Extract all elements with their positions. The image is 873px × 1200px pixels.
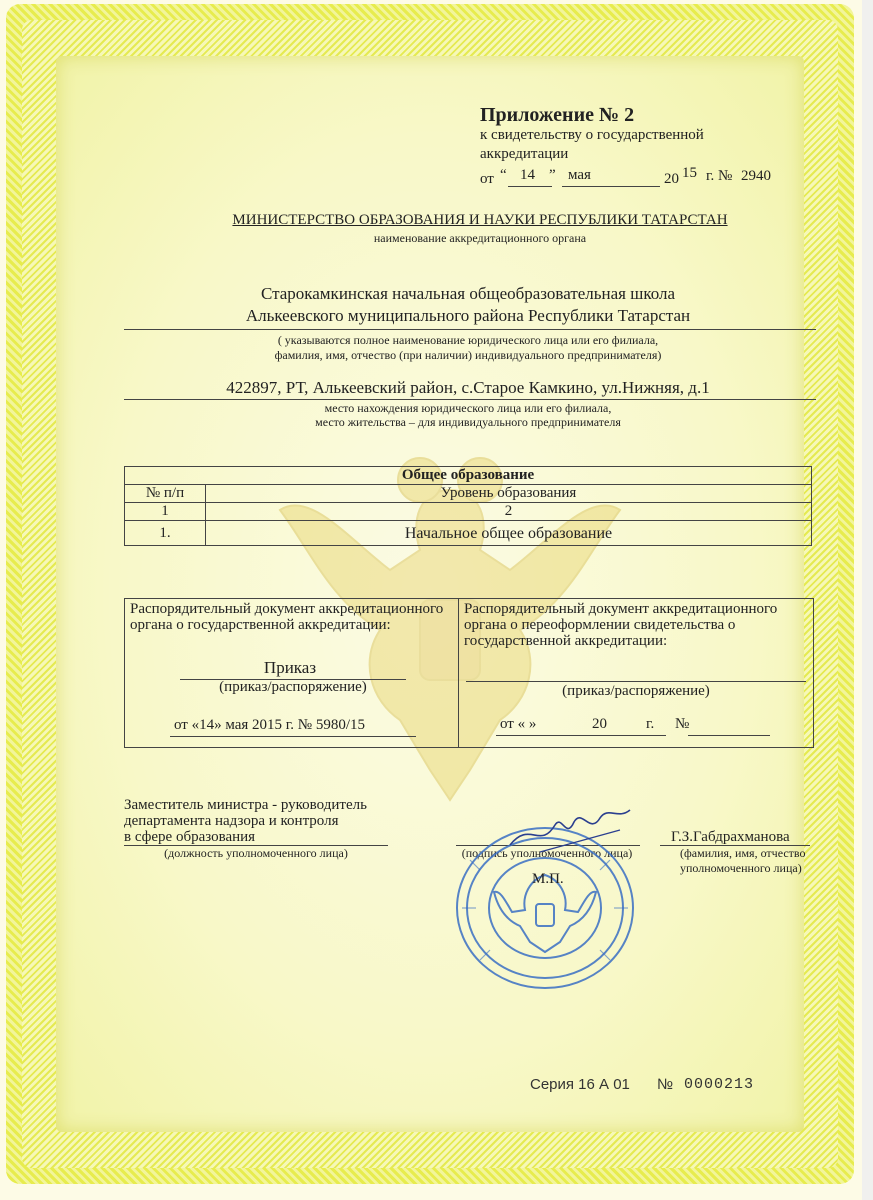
documents-divider	[458, 598, 459, 747]
appendix-subtitle-line1: к свидетельству о государственной	[480, 127, 704, 143]
table-row-level: Начальное общее образование	[206, 521, 812, 546]
appendix-day: 14	[520, 167, 535, 183]
appendix-subtitle-line2: аккредитации	[480, 146, 569, 162]
table-header-number: № п/п	[125, 485, 206, 503]
right-doc-number-prefix: №	[675, 716, 690, 732]
right-doc-type-underline	[466, 681, 806, 682]
appendix-title: Приложение № 2	[480, 104, 635, 126]
appendix-month: мая	[568, 167, 591, 183]
right-doc-heading-line2: органа о переоформлении свидетельства о	[464, 617, 736, 633]
organization-name-line1: Старокамкинская начальная общеобразовательная школа	[260, 284, 676, 303]
appendix-open-quote: “	[500, 167, 507, 183]
organization-name-line2: Алькеевского муниципального района Республики Татарстан	[245, 306, 691, 325]
organization-caption-line1: ( указываются полное наименование юридического лица или его филиала,	[277, 333, 659, 347]
appendix-number: 2940	[741, 168, 771, 184]
signer-name-caption-line2: уполномоченного лица)	[680, 861, 802, 875]
signer-position-line2: департамента надзора и контроля	[124, 813, 339, 829]
right-doc-heading-line3: государственной аккредитации:	[464, 633, 668, 649]
signer-name: Г.З.Габдрахманова	[671, 829, 790, 845]
appendix-year-prefix: 20	[664, 171, 679, 187]
series-label: Серия 16 А 01	[530, 1076, 630, 1093]
month-underline	[562, 186, 660, 187]
table-row-number: 1.	[125, 521, 206, 546]
left-doc-heading-line2: органа о государственной аккредитации:	[130, 617, 391, 633]
right-doc-date-underline	[496, 735, 666, 736]
right-doc-year-prefix: 20	[592, 716, 607, 732]
series-number-prefix: №	[657, 1076, 674, 1093]
right-doc-date-prefix: от « »	[500, 716, 537, 732]
handwritten-signature-icon	[500, 800, 640, 860]
right-doc-year-suffix: г.	[646, 716, 655, 732]
address-caption-line2: место жительства – для индивидуального предпринимателя	[315, 415, 621, 429]
appendix-date-prefix: от	[480, 171, 494, 187]
organization-caption-line2: фамилия, имя, отчество (при наличии) индивидуального предпринимателя)	[274, 348, 662, 362]
stamp-label: М.П.	[532, 871, 564, 887]
scan-edge	[862, 0, 873, 1200]
table-section-title: Общее образование	[125, 467, 812, 485]
signature-caption: (подпись уполномоченного лица)	[461, 846, 633, 860]
left-doc-date-underline	[170, 736, 416, 737]
authority-caption: наименование аккредитационного органа	[373, 231, 587, 245]
left-doc-heading-line1: Распорядительный документ аккредитационного	[130, 601, 444, 617]
address-underline	[124, 399, 816, 400]
signer-position-caption: (должность уполномоченного лица)	[164, 846, 348, 860]
signer-position-line3: в сфере образования	[124, 829, 256, 845]
right-doc-caption: (приказ/распоряжение)	[562, 683, 710, 699]
signer-name-caption-line1: (фамилия, имя, отчество	[680, 846, 806, 860]
left-doc-type: Приказ	[263, 658, 317, 677]
address-caption-line1: место нахождения юридического лица или его филиала,	[324, 401, 612, 415]
education-table	[124, 466, 812, 546]
appendix-year-suffix: 15	[682, 165, 697, 181]
organization-address: 422897, РТ, Алькеевский район, с.Старое Камкино, ул.Нижняя, д.1	[226, 378, 710, 397]
appendix-close-quote: ”	[549, 167, 556, 183]
appendix-number-prefix: г. №	[706, 168, 733, 184]
table-header-level: Уровень образования	[206, 485, 812, 503]
signer-position-line1: Заместитель министра - руководитель	[124, 797, 367, 813]
day-underline	[508, 186, 552, 187]
right-doc-heading-line1: Распорядительный документ аккредитационного	[464, 601, 778, 617]
left-doc-date-line: от «14» мая 2015 г. № 5980/15	[174, 717, 365, 733]
authority-name: МИНИСТЕРСТВО ОБРАЗОВАНИЯ И НАУКИ РЕСПУБЛИКИ ТАТАРСТАН	[232, 212, 728, 228]
series-number: 0000213	[684, 1076, 755, 1093]
table-index-2: 2	[206, 503, 812, 521]
right-doc-number-underline	[688, 735, 770, 736]
table-index-1: 1	[125, 503, 206, 521]
organization-underline	[124, 329, 816, 330]
left-doc-caption: (приказ/распоряжение)	[219, 679, 367, 695]
